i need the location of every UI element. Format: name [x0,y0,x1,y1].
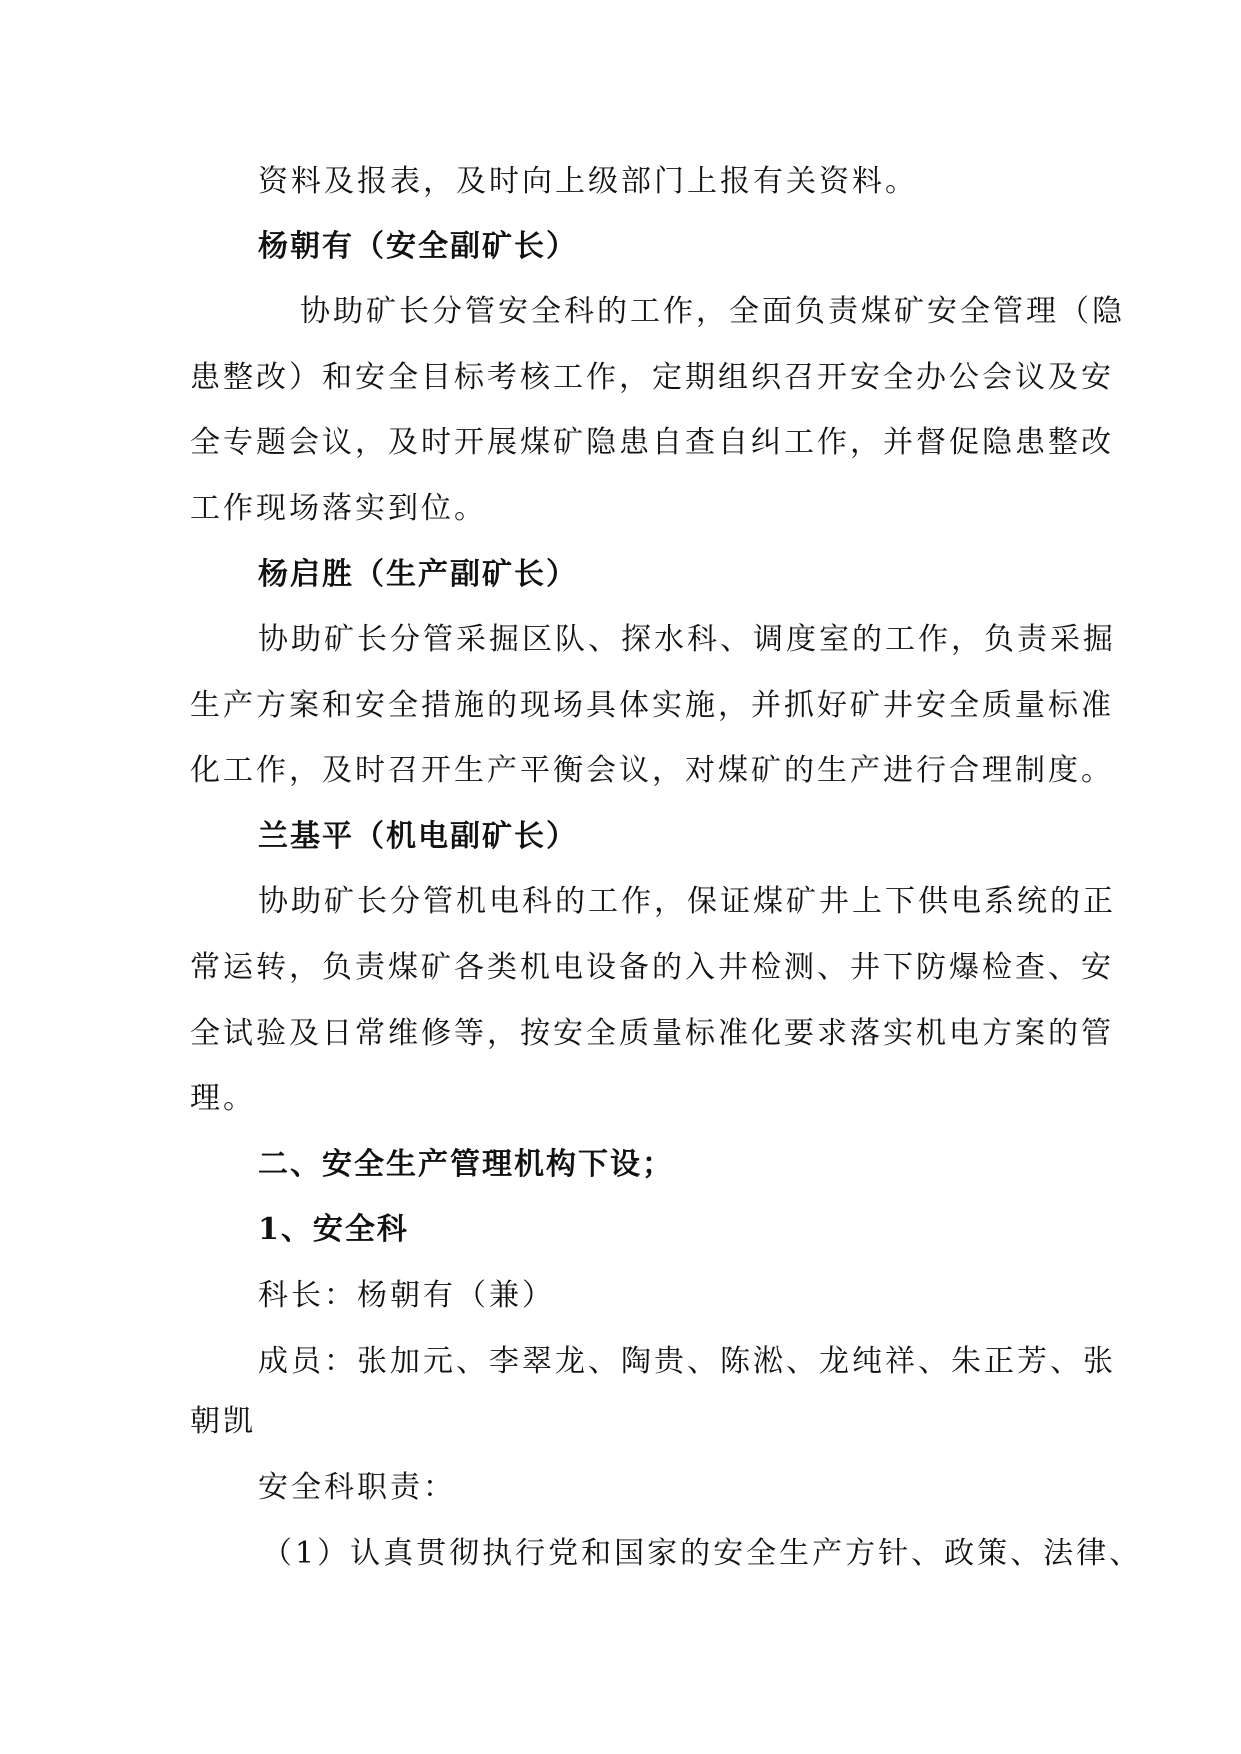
dept-members-continuation: 朝凯 [190,1404,256,1439]
paragraph-line: 全试验及日常维修等，按安全质量标准化要求落实机电方案的管 [190,1016,1114,1051]
duty-item-1: （1）认真贯彻执行党和国家的安全生产方针、政策、法律、 [262,1536,1143,1571]
paragraph-line: 协助矿长分管采掘区队、探水科、调度室的工作，负责采掘 [258,622,1116,657]
section-heading-electromechanical-deputy: 兰基平（机电副矿长） [258,819,578,854]
paragraph-line: 生产方案和安全措施的现场具体实施，并抓好矿井安全质量标准 [190,688,1114,723]
section-heading-management-structure: 二、安全生产管理机构下设； [258,1147,674,1182]
paragraph-continuation: 资料及报表，及时向上级部门上报有关资料。 [258,164,918,199]
paragraph-line: 患整改）和安全目标考核工作，定期组织召开安全办公会议及安 [190,360,1114,395]
paragraph-line: 常运转，负责煤矿各类机电设备的入井检测、井下防爆检查、安 [190,950,1114,985]
dept-chief-line: 科长：杨朝有（兼） [258,1278,555,1313]
section-heading-production-deputy: 杨启胜（生产副矿长） [258,557,578,592]
paragraph-line: 工作现场落实到位。 [190,491,487,526]
paragraph-line: 理。 [190,1081,256,1116]
paragraph-line: 协助矿长分管机电科的工作，保证煤矿井上下供电系统的正 [258,884,1116,919]
paragraph-line: 全专题会议，及时开展煤矿隐患自查自纠工作，并督促隐患整改 [190,425,1114,460]
paragraph-line: 协助矿长分管安全科的工作，全面负责煤矿安全管理（隐 [300,294,1125,329]
section-heading-safety-deputy: 杨朝有（安全副矿长） [258,229,578,264]
dept-members-line: 成员：张加元、李翠龙、陶贵、陈淞、龙纯祥、朱正芳、张 [258,1344,1116,1379]
subsection-heading-safety-dept: 1、安全科 [258,1212,409,1247]
dept-duties-heading: 安全科职责： [258,1470,456,1505]
paragraph-line: 化工作，及时召开生产平衡会议，对煤矿的生产进行合理制度。 [190,753,1114,788]
